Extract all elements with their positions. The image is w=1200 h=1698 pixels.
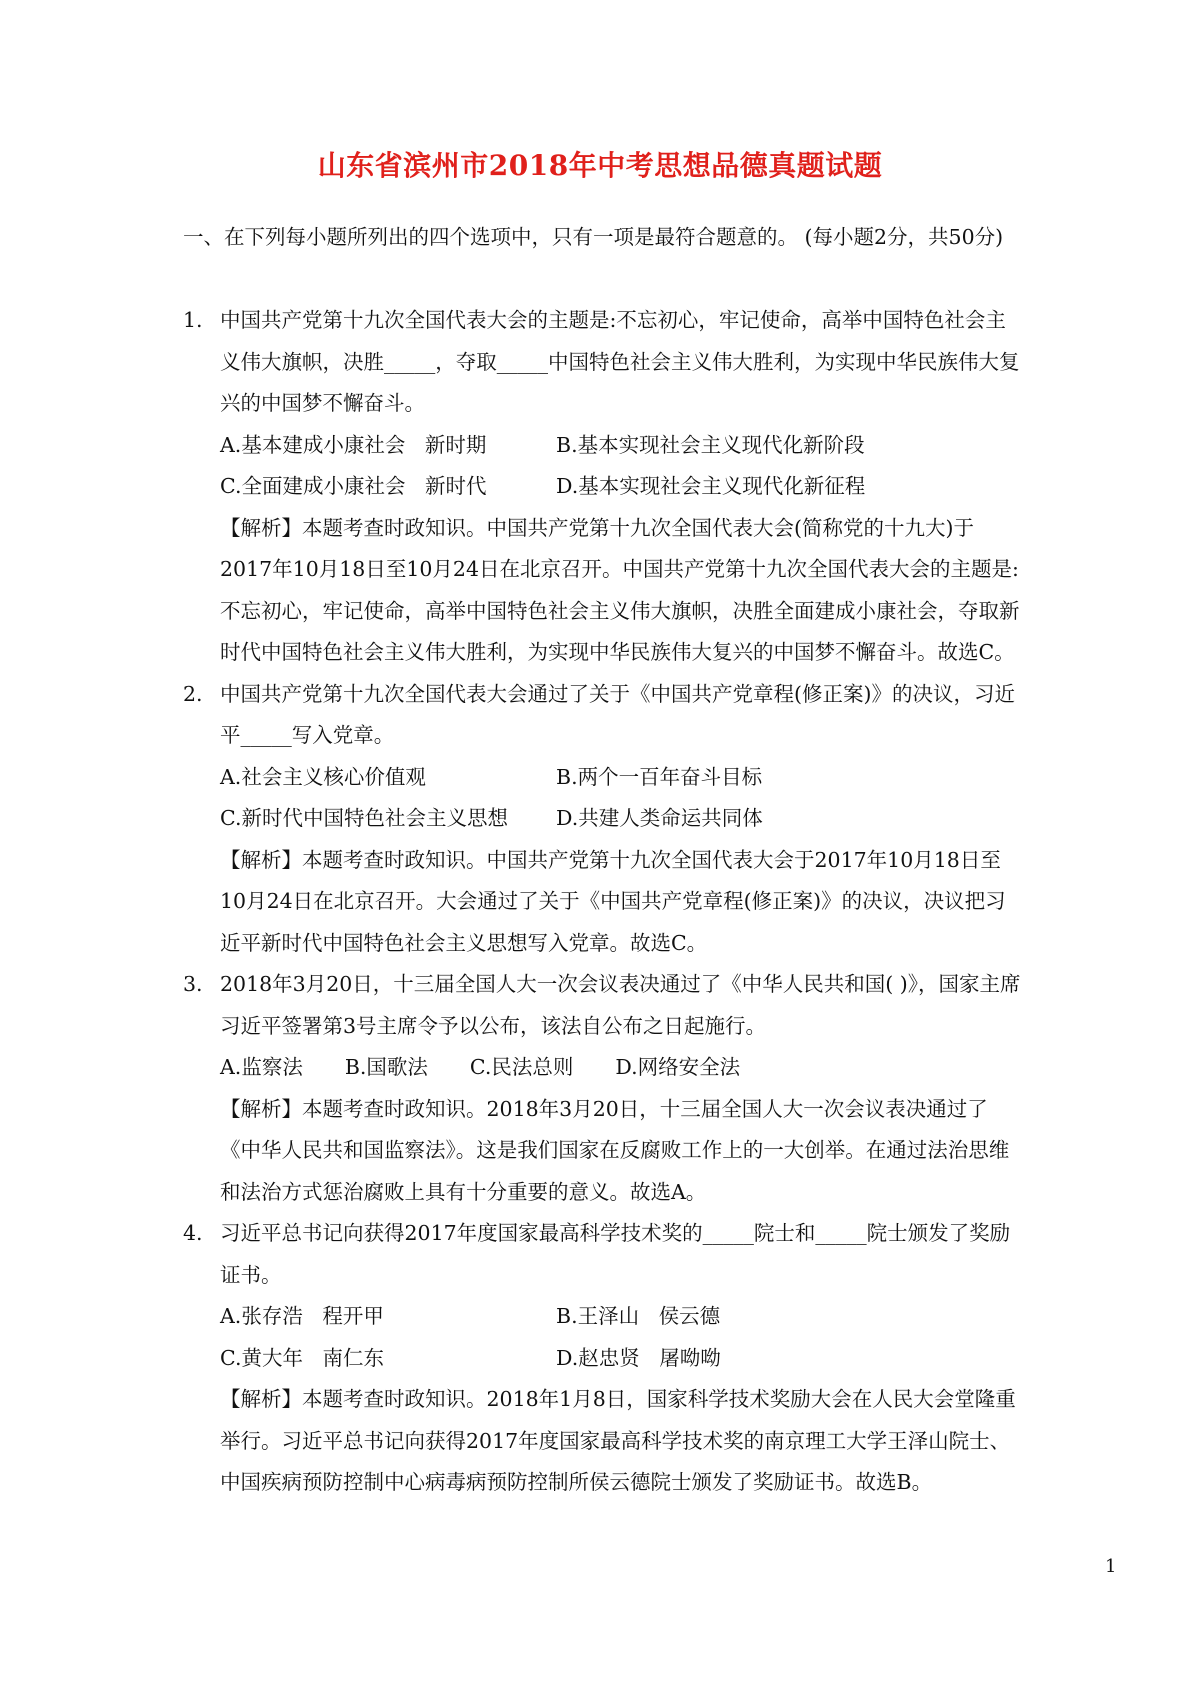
question-1 bbox=[183, 300, 1023, 674]
question-number: 1. bbox=[183, 308, 203, 332]
question-stem: 习近平总书记向获得2017年度国家最高科学技术奖的_____院士和_____院士颁发了奖励证书。 bbox=[220, 1221, 1011, 1287]
option-a: A.基本建成小康社会 新时期 bbox=[220, 432, 487, 457]
option-c: C.全面建成小康社会 新时代 bbox=[220, 474, 487, 498]
analysis-text: 【解析】本题考查时政知识。2018年3月20日，十三届全国人大一次会议表决通过了《中华人民共和国监察法》。这是我们国家在反腐败工作上的一大创举。在通过法治思维和法治方式惩治腐败上具有十分重要的意义。故选A。 bbox=[220, 1096, 1010, 1204]
analysis-text: 【解析】本题考查时政知识。中国共产党第十九次全国代表大会于2017年10月18日至10月24日在北京召开。大会通过了关于《中国共产党章程(修正案)》的决议，决议把习近平新时代中国特色社会主义思想写入党章。故选C。 bbox=[220, 847, 1006, 955]
options-row bbox=[220, 1047, 1023, 1089]
option-d: D.共建人类命运共同体 bbox=[556, 806, 763, 830]
options-row bbox=[220, 1338, 1023, 1380]
option-c: C.民法总则 bbox=[469, 1055, 574, 1079]
question-stem: 中国共产党第十九次全国代表大会的主题是:不忘初心，牢记使命，高举中国特色社会主义伟大旗帜，决胜_____，夺取_____中国特色社会主义伟大胜利，为实现中华民族伟大复兴的中国梦不懈奋斗。 bbox=[220, 308, 1020, 415]
question-stem: 2018年3月20日，十三届全国人大一次会议表决通过了《中华人民共和国( )》，国家主席习近平签署第3号主席令予以公布，该法自公布之日起施行。 bbox=[220, 972, 1021, 1038]
options-row bbox=[220, 757, 1023, 799]
question-4 bbox=[183, 1213, 1023, 1504]
options-row bbox=[220, 466, 1023, 508]
option-b: B.基本实现社会主义现代化新阶段 bbox=[556, 432, 865, 457]
option-d: D.基本实现社会主义现代化新征程 bbox=[556, 474, 866, 498]
section-heading: 一、在下列每小题所列出的四个选项中，只有一项是最符合题意的。 (每小题2分，共50分) bbox=[183, 225, 1004, 249]
question-number: 2. bbox=[183, 681, 203, 706]
options-row bbox=[220, 798, 1023, 840]
option-a: A.社会主义核心价值观 bbox=[220, 764, 426, 789]
option-c: C.黄大年 南仁东 bbox=[220, 1345, 385, 1370]
question-3 bbox=[183, 964, 1023, 1213]
option-d: D.网络安全法 bbox=[615, 1055, 741, 1079]
options-row bbox=[220, 425, 1023, 467]
option-a: A.张存浩 程开甲 bbox=[220, 1304, 384, 1328]
option-c: C.新时代中国特色社会主义思想 bbox=[220, 806, 508, 830]
option-a: A.监察法 bbox=[220, 1055, 303, 1079]
question-stem: 中国共产党第十九次全国代表大会通过了关于《中国共产党章程(修正案)》的决议，习近平_____写入党章。 bbox=[220, 681, 1015, 747]
option-b: B.王泽山 侯云德 bbox=[556, 1304, 721, 1328]
page-title: 山东省滨州市2018年中考思想品德真题试题 bbox=[317, 149, 883, 182]
option-b: B.国歌法 bbox=[344, 1055, 428, 1079]
analysis-text: 【解析】本题考查时政知识。中国共产党第十九次全国代表大会(简称党的十九大)于2017年10月18日至10月24日在北京召开。中国共产党第十九次全国代表大会的主题是:不忘初心，牢记使命，高举中国特色社会主义伟大旗帜，决胜全面建成小康社会，夺取新时代中国特色社会主义伟大胜利，为实现中华民族伟大复兴的中国梦不懈奋斗。故选C。 bbox=[220, 515, 1020, 664]
questions-list bbox=[183, 300, 1023, 1504]
question-number: 3. bbox=[183, 972, 203, 996]
option-b: B.两个一百年奋斗目标 bbox=[556, 764, 763, 789]
analysis-text: 【解析】本题考查时政知识。2018年1月8日，国家科学技术奖励大会在人民大会堂隆重举行。习近平总书记向获得2017年度国家最高科学技术奖的南京理工大学王泽山院士、中国疾病预防控制中心病毒病预防控制所侯云德院士颁发了奖励证书。故选B。 bbox=[220, 1387, 1016, 1494]
question-number: 4. bbox=[183, 1221, 203, 1245]
options-row bbox=[220, 1296, 1023, 1338]
page-number: 1 bbox=[1105, 1556, 1117, 1577]
option-d: D.赵忠贤 屠呦呦 bbox=[556, 1345, 721, 1370]
question-2 bbox=[183, 674, 1023, 965]
